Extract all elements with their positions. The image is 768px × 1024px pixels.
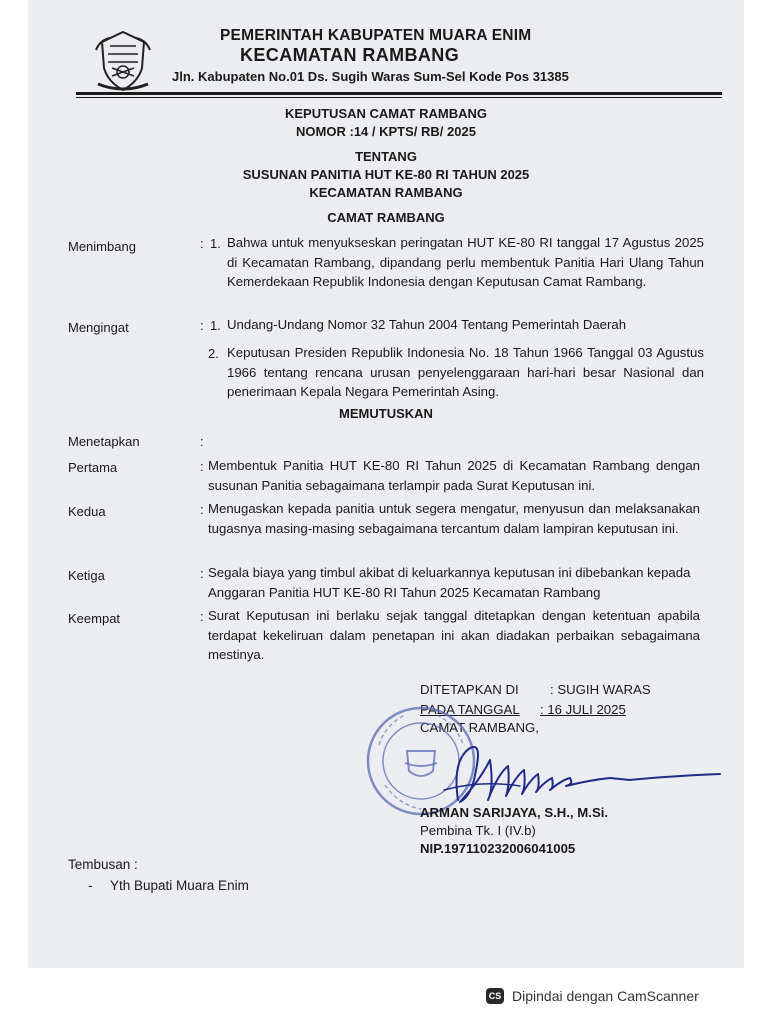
date-label: PADA TANGGAL [420, 702, 520, 717]
copy-to-label: Tembusan : [68, 857, 138, 872]
references-colon: : [200, 318, 204, 333]
considerations-label: Menimbang [68, 239, 136, 254]
copy-to-item: Yth Bupati Muara Enim [110, 878, 249, 893]
place-value: : SUGIH WARAS [550, 682, 651, 697]
decree-about: TENTANG [355, 149, 417, 164]
signer-position: CAMAT RAMBANG, [420, 720, 539, 735]
ketiga-label: Ketiga [68, 568, 105, 583]
decree-title: KEPUTUSAN CAMAT RAMBANG [285, 106, 487, 121]
kedua-colon: : [200, 502, 204, 517]
letterhead-rule-thin [76, 97, 722, 98]
signer-name: ARMAN SARIJAYA, S.H., M.Si. [420, 805, 609, 820]
decree-subject-line2: KECAMATAN RAMBANG [309, 185, 463, 200]
pertama-text: Membentuk Panitia HUT KE-80 RI Tahun 2025 di Kecamatan Rambang dengan susunan Panitia sebagaimana terlampir pada Surat Keputusan ini. [208, 458, 700, 493]
references-item2-number: 2. [208, 346, 219, 361]
date-value: : 16 JULI 2025 [540, 702, 626, 717]
references-item2: Keputusan Presiden Republik Indonesia No. 18 Tahun 1966 Tanggal 03 Agustus 1966 tentang rencana urusan penyelenggaraan hari-hari besar Nasional dan penerimaan Kepala Negara Pemerintah Asing. [227, 345, 704, 399]
decree-subject-line1: SUSUNAN PANITIA HUT KE-80 RI TAHUN 2025 [242, 167, 530, 182]
signer-rank: Pembina Tk. I (IV.b) [420, 823, 536, 838]
considerations-colon: : [200, 236, 204, 251]
letterhead-rule-thick [76, 92, 722, 95]
camscanner-label: Dipindai dengan CamScanner [512, 988, 699, 1004]
copy-to-bullet: - [88, 878, 93, 893]
references-label: Mengingat [68, 320, 129, 335]
letterhead-government: PEMERINTAH KABUPATEN MUARA ENIM [220, 27, 532, 44]
keempat-text: Surat Keputusan ini berlaku sejak tanggal ditetapkan dengan ketentuan apabila terdapat kekeliruan dalam penetapan ini akan diadakan perbaikan sebagaimana mestinya. [208, 608, 700, 662]
camscanner-icon: CS [486, 988, 504, 1004]
kedua-label: Kedua [68, 504, 106, 519]
ketiga-text: Segala biaya yang timbul akibat di keluarkannya keputusan ini dibebankan kepada Anggaran Panitia HUT KE-80 RI Tahun 2025 Kecamatan Rambang [208, 565, 691, 600]
considerations-item1-number: 1. [210, 236, 221, 251]
references-item1-number: 1. [210, 318, 221, 333]
handwritten-signature-icon [430, 740, 725, 810]
place-label: DITETAPKAN DI [420, 682, 519, 697]
menetapkan-colon: : [200, 434, 204, 449]
signer-nip: NIP.197110232006041005 [420, 841, 576, 856]
considerations-item1: Bahwa untuk menyukseskan peringatan HUT KE-80 RI tanggal 17 Agustus 2025 di Kecamatan Rambang, dipandang perlu membentuk Panitia Hari Ulang Tahun Kemerdekaan Republik Indonesia dengan Keputusan Camat Rambang. [227, 235, 704, 289]
ketiga-colon: : [200, 566, 204, 581]
kedua-text: Menugaskan kepada panitia untuk segera mengatur, menyusun dan melaksanakan tugasnya masing-masing sebagaimana tercantum dalam lampiran keputusan ini. [208, 501, 700, 536]
menetapkan-label: Menetapkan [68, 434, 140, 449]
letterhead-address: Jln. Kabupaten No.01 Ds. Sugih Waras Sum-Sel Kode Pos 31385 [172, 69, 569, 84]
regency-emblem-icon [92, 28, 154, 94]
letterhead-district: KECAMATAN RAMBANG [240, 45, 460, 65]
decides-heading: MEMUTUSKAN [339, 406, 433, 421]
pertama-label: Pertama [68, 460, 118, 475]
keempat-colon: : [200, 609, 204, 624]
decree-number: NOMOR :14 / KPTS/ RB/ 2025 [296, 124, 476, 139]
keempat-label: Keempat [68, 611, 121, 626]
decree-issuer: CAMAT RAMBANG [327, 210, 445, 225]
pertama-colon: : [200, 459, 204, 474]
references-item1: Undang-Undang Nomor 32 Tahun 2004 Tentang Pemerintah Daerah [227, 317, 627, 332]
